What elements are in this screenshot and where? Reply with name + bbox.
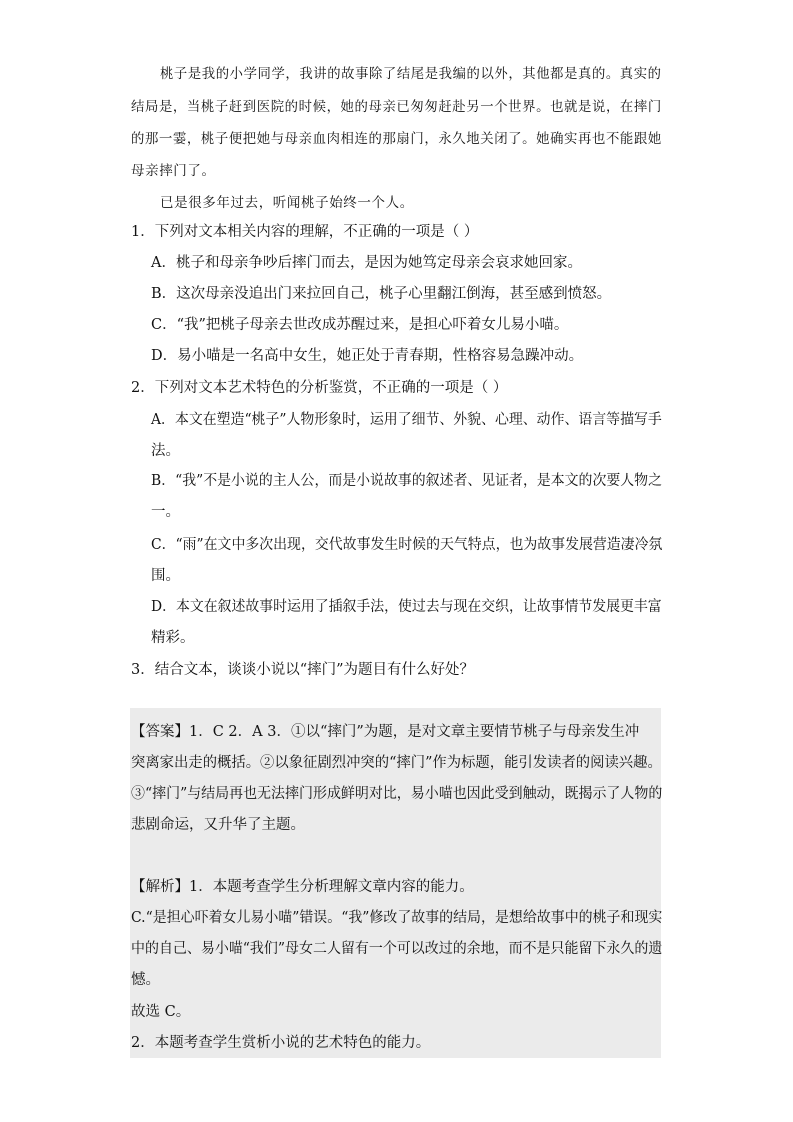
question-2-option-a-cont: 法。 — [151, 443, 180, 459]
question-2-option-d: D．本文在叙述故事时运用了插叙手法，使过去与现在交织，让故事情节发展更丰富 — [151, 599, 662, 615]
question-2-stem: 2．下列对文本艺术特色的分析鉴赏，不正确的一项是（ ） — [131, 380, 508, 396]
passage-line: 母亲摔门了。 — [131, 163, 216, 179]
analysis-line: 憾。 — [131, 972, 160, 988]
analysis-line: C.“是担心吓着女儿易小喵”错误。“我”修改了故事的结局，是想给故事中的桃子和现实 — [131, 910, 663, 926]
answer-line: 悲剧命运，又升华了主题。 — [131, 817, 305, 833]
answer-line: 【答案】1．C 2．A 3．①以“摔门”为题，是对文章主要情节桃子与母亲发生冲 — [131, 724, 640, 740]
question-2-option-d-cont: 精彩。 — [151, 630, 195, 646]
question-1-stem: 1．下列对文本相关内容的理解，不正确的一项是（ ） — [131, 224, 479, 240]
analysis-line: 中的自己、易小喵“我们”母女二人留有一个可以改过的余地，而不是只能留下永久的遗 — [131, 941, 663, 957]
question-2-option-b-cont: 一。 — [151, 504, 180, 520]
analysis-line: 【解析】1．本题考查学生分析理解文章内容的能力。 — [131, 879, 474, 895]
question-1-option-d: D．易小喵是一名高中女生，她正处于青春期，性格容易急躁冲动。 — [151, 348, 584, 364]
passage-line: 的那一霎，桃子便把她与母亲血肉相连的那扇门，永久地关闭了。她确实再也不能跟她 — [131, 131, 662, 147]
analysis-line: 故选 C。 — [131, 1004, 191, 1020]
passage-line: 结局是，当桃子赶到医院的时候，她的母亲已匆匆赶赴另一个世界。也就是说，在摔门 — [131, 99, 662, 115]
question-1-option-b: B．这次母亲没追出门来拉回自己，桃子心里翻江倒海，甚至感到愤怒。 — [151, 286, 612, 302]
question-3-stem: 3．结合文本，谈谈小说以“摔门”为题目有什么好处？ — [131, 662, 475, 678]
passage-line: 已是很多年过去，听闻桃子始终一个人。 — [160, 195, 414, 211]
analysis-line: 2．本题考查学生赏析小说的艺术特色的能力。 — [131, 1035, 431, 1051]
question-2-option-a: A．本文在塑造“桃子”人物形象时，运用了细节、外貌、心理、动作、语言等描写手 — [151, 412, 662, 428]
answer-line: 突离家出走的概括。②以象征剧烈冲突的“摔门”作为标题，能引发读者的阅读兴趣。 — [131, 755, 662, 771]
question-1-option-c: C．“我”把桃子母亲去世改成苏醒过来，是担心吓着女儿易小喵。 — [151, 317, 569, 333]
question-1-option-a: A．桃子和母亲争吵后摔门而去，是因为她笃定母亲会哀求她回家。 — [151, 255, 582, 271]
question-2-option-c: C．“雨”在文中多次出现，交代故事发生时候的天气特点，也为故事发展营造凄冷氛 — [151, 537, 663, 553]
question-2-option-b: B．“我”不是小说的主人公，而是小说故事的叙述者、见证者，是本文的次要人物之 — [151, 473, 662, 489]
question-2-option-c-cont: 围。 — [151, 568, 180, 584]
passage-line: 桃子是我的小学同学，我讲的故事除了结尾是我编的以外，其他都是真的。真实的 — [160, 66, 662, 82]
answer-line: ③“摔门”与结局再也无法摔门形成鲜明对比，易小喵也因此受到触动，既揭示了人物的 — [131, 786, 663, 802]
